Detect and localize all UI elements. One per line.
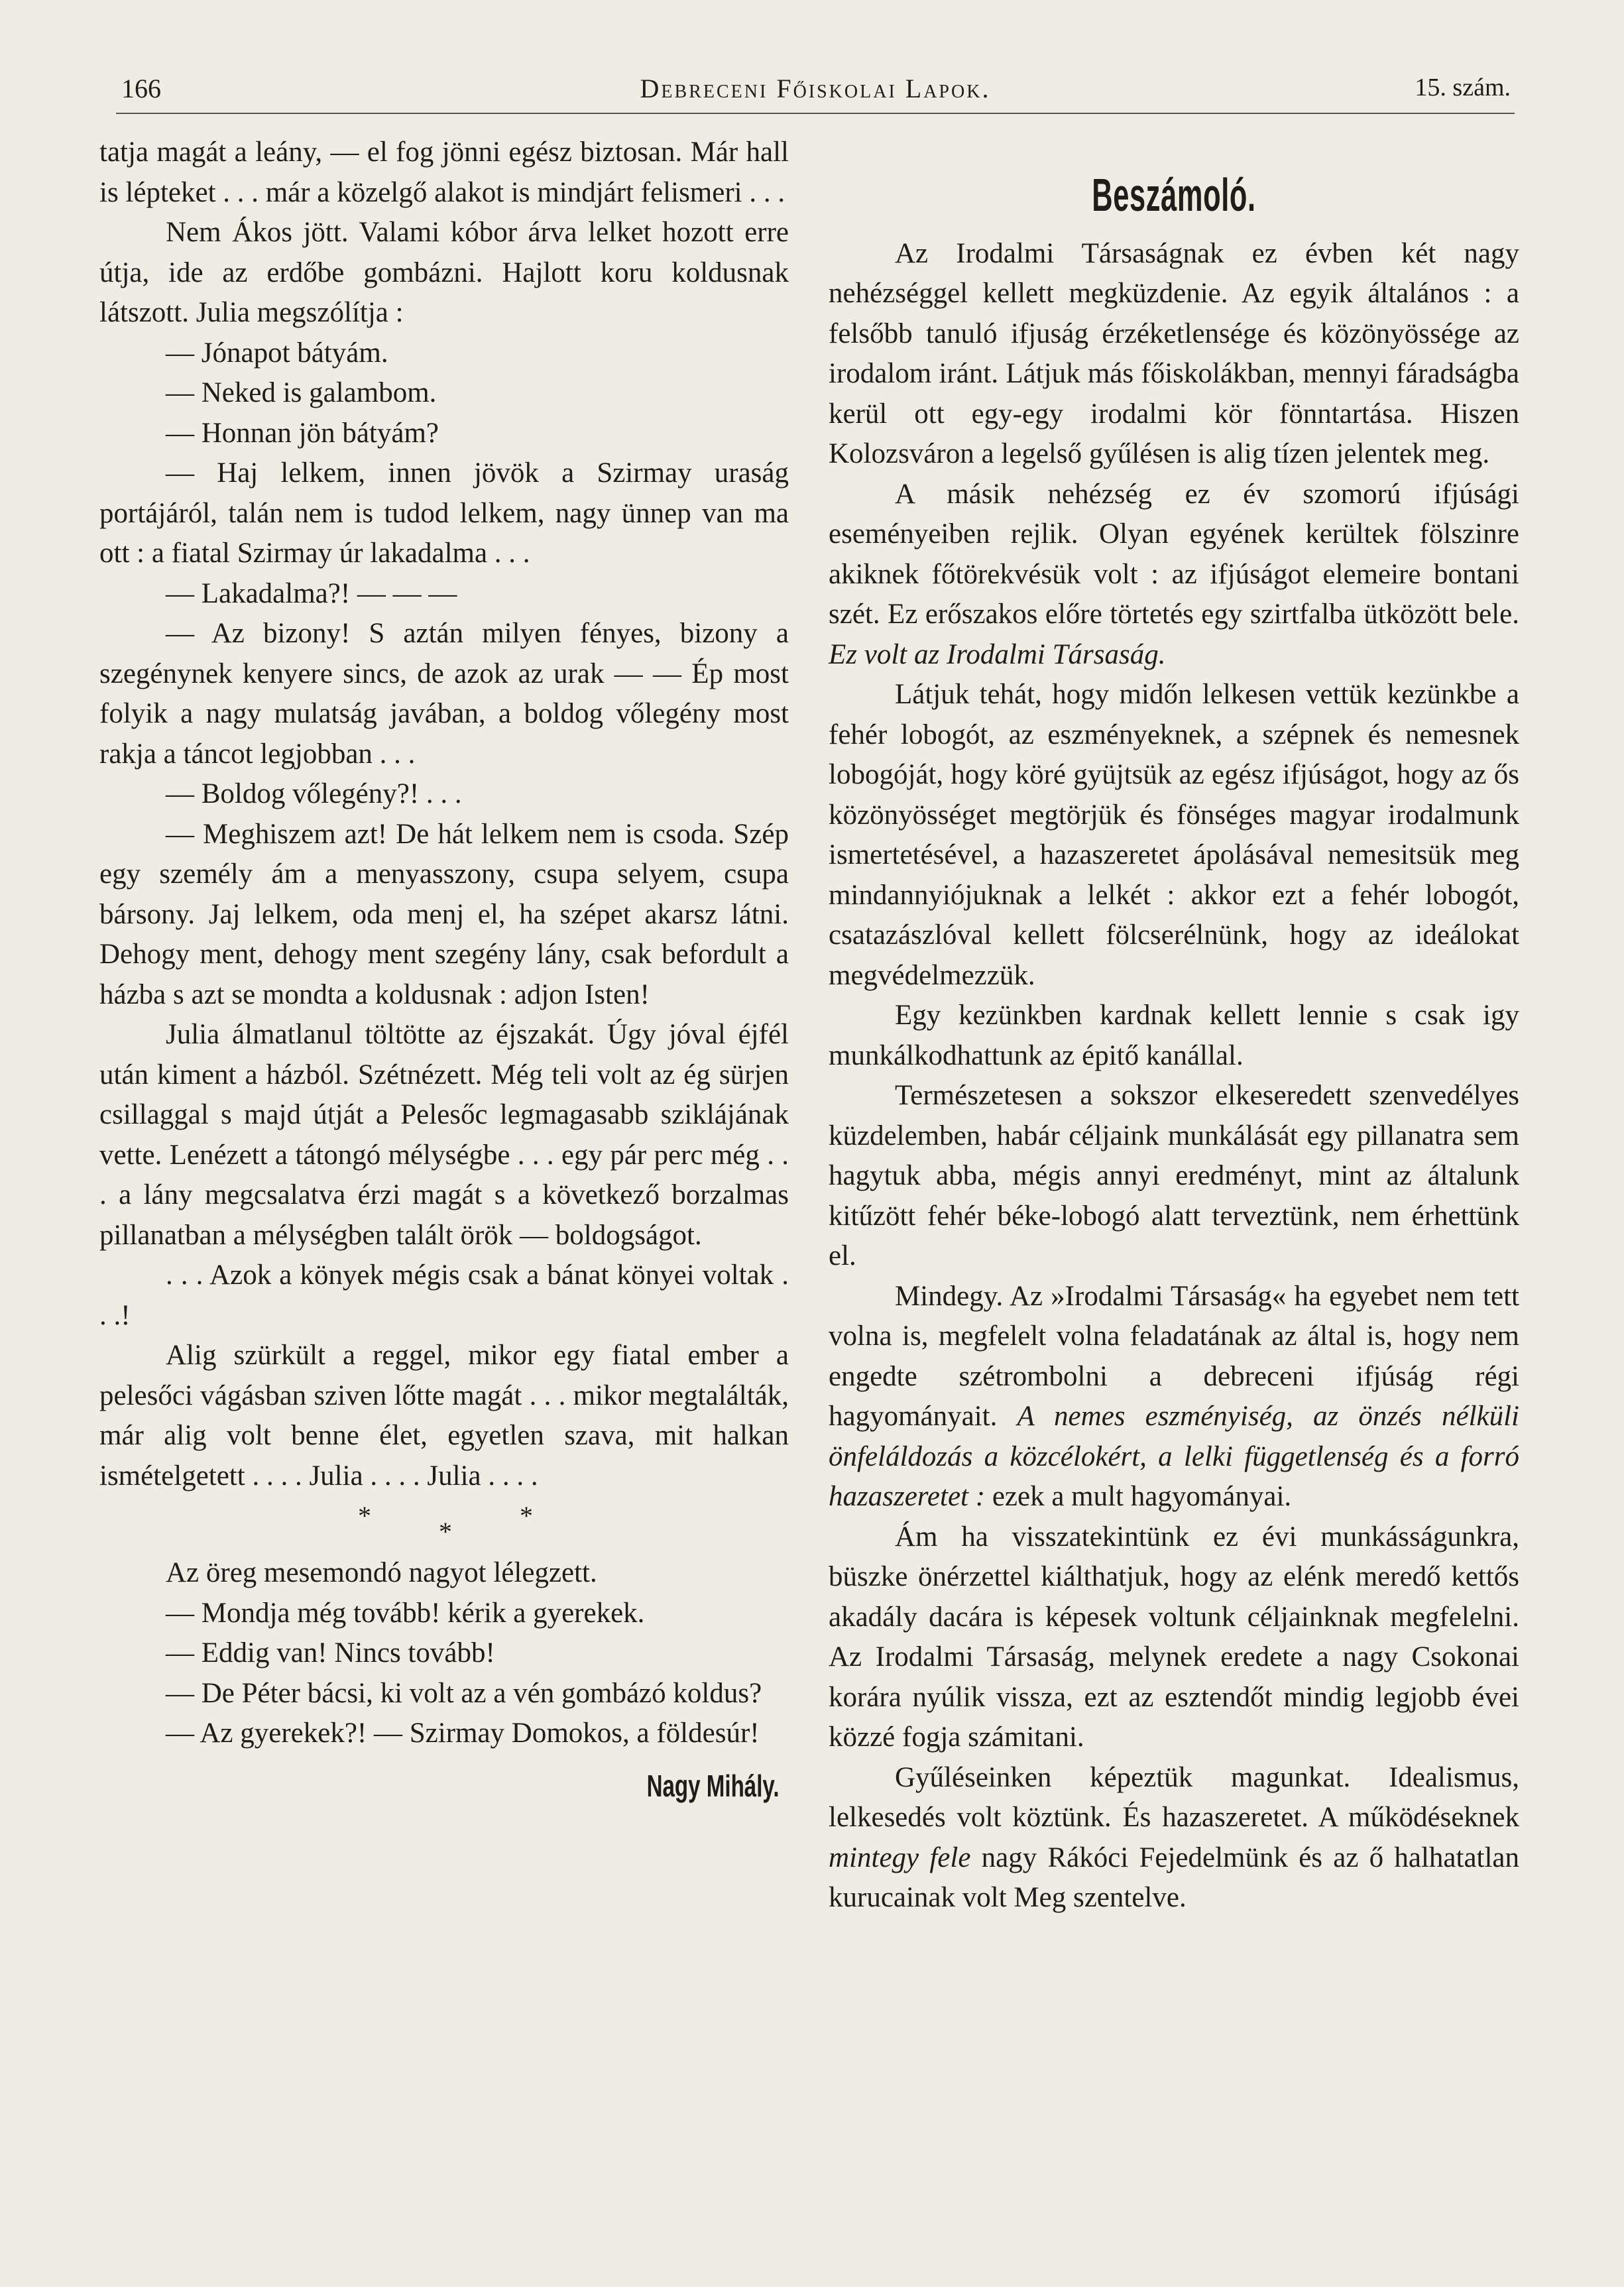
emphasis-text: A nemes eszményiség, az önzés nélküli önfeláldozás a közcélokért, a lelki függetlenség és a forró hazaszeretet :: [829, 1401, 1520, 1512]
paragraph: Természetesen a sokszor elkeseredett szenvedélyes küzdelemben, habár céljaink munkálását egy pillanatra sem hagytuk abba, mégis annyi eredményt, mint az általunk kitűzött fehér béke-lobogó alatt terveztünk, nem érhettünk el.: [829, 1080, 1519, 1271]
section-title: Beszámoló.: [1092, 169, 1256, 221]
page-header: [116, 73, 1515, 114]
right-column: [829, 133, 1519, 1918]
paragraph: Julia álmatlanul töltötte az éjszakát. Úgy jóval éjfél után kiment a házból. Szétnézett. Még teli volt az ég sürjen csillaggal s majd útját a Pelesőc legmagasabb sziklájának vette. Lenézett a tátongó mélységbe . . . egy pár perc még . . . a lány megcsalatva érzi magát s a következő borzalmas pillanatban a mélységben talált örök — boldogságot.: [99, 1019, 789, 1251]
section-separator: [99, 1499, 789, 1551]
paragraph-text: Gyűléseinken képeztük magunkat. Idealismus, lelkesedés volt köztünk. És hazaszeretet. A működéseknek: [829, 1761, 1519, 1833]
paragraph: Az Irodalmi Társaságnak ez évben két nagy nehézséggel kellett megküzdenie. Az egyik általános : a felsőbb tanuló ifjuság érzéketlensége és közönyössége az irodalom iránt. Látjuk más főiskolákban, mennyi fáradságba kerül ott egy-egy irodalmi kör fönntartása. Hiszen Kolozsváron a legelső gyűlésen is alig tízen jelentek meg.: [829, 237, 1519, 469]
dialogue-line: — Boldog vőlegény?! . . .: [166, 778, 462, 809]
paragraph: [829, 475, 1519, 675]
author-signature: Nagy Mihály.: [646, 1768, 780, 1803]
separator-star: *: [520, 1501, 533, 1531]
paragraph: Egy kezünkben kardnak kellett lennie s csak igy munkálkodhattunk az épitő kanállal.: [829, 1000, 1519, 1071]
paragraph: Látjuk tehát, hogy midőn lelkesen vettük kezünkbe a fehér lobogót, az eszményeknek, a szépnek és nemesnek lobogóját, hogy köré gyüjtsük az egész ifjúságot, hogy az ős közönyösséget megtörjük és fönséges magyar irodalmunk ismertetésével, a hazaszeretet ápolásával nemesitsük meg mindannyiójuknak a lelkét : akkor ezt a fehér lobogót, csatazászlóval kellett fölcserélnünk, hogy az ideálokat megvédelmezzük.: [829, 679, 1519, 991]
dialogue-line: — Lakadalma?! — — —: [166, 577, 457, 609]
emphasis-text: Ez volt az Irodalmi Társaság.: [829, 638, 1166, 670]
paragraph: [829, 1277, 1519, 1517]
emphasis-text: mintegy fele: [829, 1842, 971, 1873]
dialogue-line: — Az bizony! S aztán milyen fényes, bizony a szegénynek kenyere sincs, de azok az urak — — Ép most folyik a nagy mulatság javában, a boldog vőlegény most rakja a táncot legjobban . . .: [99, 618, 789, 770]
paragraph-text: nagy Rákóci Fejedelmünk és az ő halhatatlan kurucainak volt Meg szentelve.: [829, 1842, 1520, 1913]
paragraph: Ám ha visszatekintünk ez évi munkásságunkra, büszke önérzettel kiálthatjuk, hogy az elénk meredő kettős akadály dacára is képesek voltunk céljainknak megfelelni. Az Irodalmi Társaság, melynek eredete a nagy Csokonai korára nyúlik vissza, ezt az esztendőt mindig legjobb évei közzé fogja számitani.: [829, 1521, 1519, 1753]
dialogue-line: Az öreg mesemondó nagyot lélegzett.: [166, 1557, 597, 1588]
page-number: 166: [121, 74, 161, 103]
dialogue-line: — De Péter bácsi, ki volt az a vén gombázó koldus?: [166, 1677, 762, 1709]
paragraph: Alig szürkült a reggel, mikor egy fiatal ember a pelesőci vágásban sziven lőtte magát . . . mikor megtalálták, már alig volt benne élet, egyetlen szava, mit halkan ismételgetett . . . . Julia . . . . Julia . . . .: [99, 1340, 789, 1492]
paragraph: Nem Ákos jött. Valami kóbor árva lelket hozott erre útja, ide az erdőbe gombázni. Hajlott koru koldusnak látszott. Julia megszólítja :: [99, 217, 789, 328]
paragraph: . . . Azok a könyek mégis csak a bánat könyei voltak . . .!: [99, 1260, 789, 1331]
issue-number: 15. szám.: [1415, 74, 1511, 101]
paragraph: tatja magát a leány, — el fog jönni egész biztosan. Már hall is lépteket . . . már a közelgő alakot is mindjárt felismeri . . .: [99, 137, 789, 208]
paragraph-text: ezek a mult hagyományai.: [992, 1481, 1292, 1512]
separator-star: *: [439, 1517, 452, 1547]
paragraph: [829, 1758, 1519, 1918]
separator-star: *: [358, 1501, 371, 1531]
paragraph-text: A másik nehézség ez év szomorú ifjúsági eseményeiben rejlik. Olyan egyének kerültek fölszinre akiknek főtörekvésük volt : az ifjúságot elemeire bontani szét. Ez erőszakos előre törtetés egy szirtfalba ütközött bele.: [829, 478, 1519, 630]
paragraph-text: Mindegy. Az »Irodalmi Társaság« ha egyebet nem tett volna is, megfelelt volna feladatának az által is, hogy nem engedte szétrombolni a debreceni ifjúság régi hagyományait.: [829, 1280, 1519, 1432]
dialogue-line: — Eddig van! Nincs tovább!: [166, 1637, 495, 1669]
dialogue-line: — Meghiszem azt! De hát lelkem nem is csoda. Szép egy személy ám a menyasszony, csupa selyem, csupa bársony. Jaj lelkem, oda menj el, ha szépet akarsz látni. Dehogy ment, dehogy ment szegény lány, csak befordult a házba s azt se mondta a koldusnak : adjon Isten!: [99, 818, 789, 1010]
dialogue-line: — Haj lelkem, innen jövök a Szirmay uraság portájáról, talán nem is tudod lelkem, nagy ünnep van ma ott : a fiatal Szirmay úr lakadalma . . .: [99, 457, 789, 569]
journal-title: Debreceni Főiskolai Lapok.: [640, 74, 991, 103]
left-column: [99, 133, 789, 1806]
dialogue-line: — Neked is galambom.: [166, 377, 437, 408]
dialogue-line: — Az gyerekek?! — Szirmay Domokos, a földesúr!: [166, 1718, 760, 1749]
dialogue-line: — Jónapot bátyám.: [166, 337, 388, 369]
dialogue-line: — Honnan jön bátyám?: [166, 417, 439, 449]
dialogue-line: — Mondja még tovább! kérik a gyerekek.: [166, 1597, 645, 1629]
